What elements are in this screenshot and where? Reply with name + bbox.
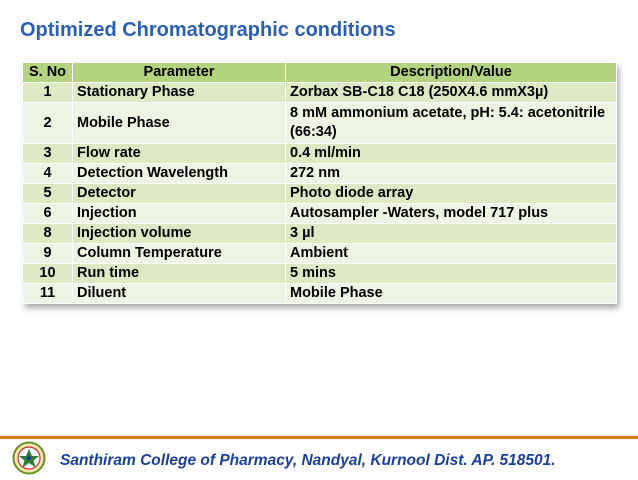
footer-address: Santhiram College of Pharmacy, Nandyal, Kurnool Dist. AP. 518501.: [60, 452, 556, 469]
cell-parameter: Mobile Phase: [73, 103, 286, 144]
cell-value: 3 µl: [286, 224, 617, 244]
cell-parameter: Detection Wavelength: [73, 164, 286, 184]
page-title: Optimized Chromatographic conditions: [20, 19, 396, 41]
cell-sno: 6: [23, 204, 73, 224]
cell-sno: 3: [23, 144, 73, 164]
cell-sno: 1: [23, 83, 73, 103]
conditions-table-container: [22, 62, 616, 304]
cell-value: 0.4 ml/min: [286, 144, 617, 164]
table-header-row: [23, 63, 617, 83]
header-description: Description/Value: [286, 63, 617, 83]
cell-sno: 10: [23, 264, 73, 284]
cell-parameter: Detector: [73, 184, 286, 204]
cell-sno: 8: [23, 224, 73, 244]
table-row: [23, 184, 617, 204]
cell-parameter: Column Temperature: [73, 244, 286, 264]
cell-value: Autosampler -Waters, model 717 plus: [286, 204, 617, 224]
cell-parameter: Stationary Phase: [73, 83, 286, 103]
cell-parameter: Injection: [73, 204, 286, 224]
college-emblem-icon: [12, 441, 46, 475]
cell-sno: 5: [23, 184, 73, 204]
table-row: [23, 164, 617, 184]
cell-value: Mobile Phase: [286, 284, 617, 304]
conditions-table: [22, 62, 617, 304]
table-row: [23, 284, 617, 304]
table-row: [23, 204, 617, 224]
table-row: [23, 244, 617, 264]
table-row: [23, 224, 617, 244]
cell-value: 272 nm: [286, 164, 617, 184]
cell-value: Ambient: [286, 244, 617, 264]
header-parameter: Parameter: [73, 63, 286, 83]
table-row: [23, 264, 617, 284]
cell-parameter: Diluent: [73, 284, 286, 304]
table-row: [23, 103, 617, 144]
cell-parameter: Run time: [73, 264, 286, 284]
cell-value: Zorbax SB-C18 C18 (250X4.6 mmX3µ): [286, 83, 617, 103]
footer-divider: [0, 436, 638, 439]
cell-parameter: Flow rate: [73, 144, 286, 164]
cell-sno: 9: [23, 244, 73, 264]
cell-sno: 2: [23, 103, 73, 144]
table-row: [23, 83, 617, 103]
cell-sno: 11: [23, 284, 73, 304]
cell-sno: 4: [23, 164, 73, 184]
cell-value: Photo diode array: [286, 184, 617, 204]
cell-parameter: Injection volume: [73, 224, 286, 244]
table-row: [23, 144, 617, 164]
header-sno: S. No: [23, 63, 73, 83]
cell-value: 8 mM ammonium acetate, pH: 5.4: acetonitrile (66:34): [286, 103, 617, 144]
cell-value: 5 mins: [286, 264, 617, 284]
